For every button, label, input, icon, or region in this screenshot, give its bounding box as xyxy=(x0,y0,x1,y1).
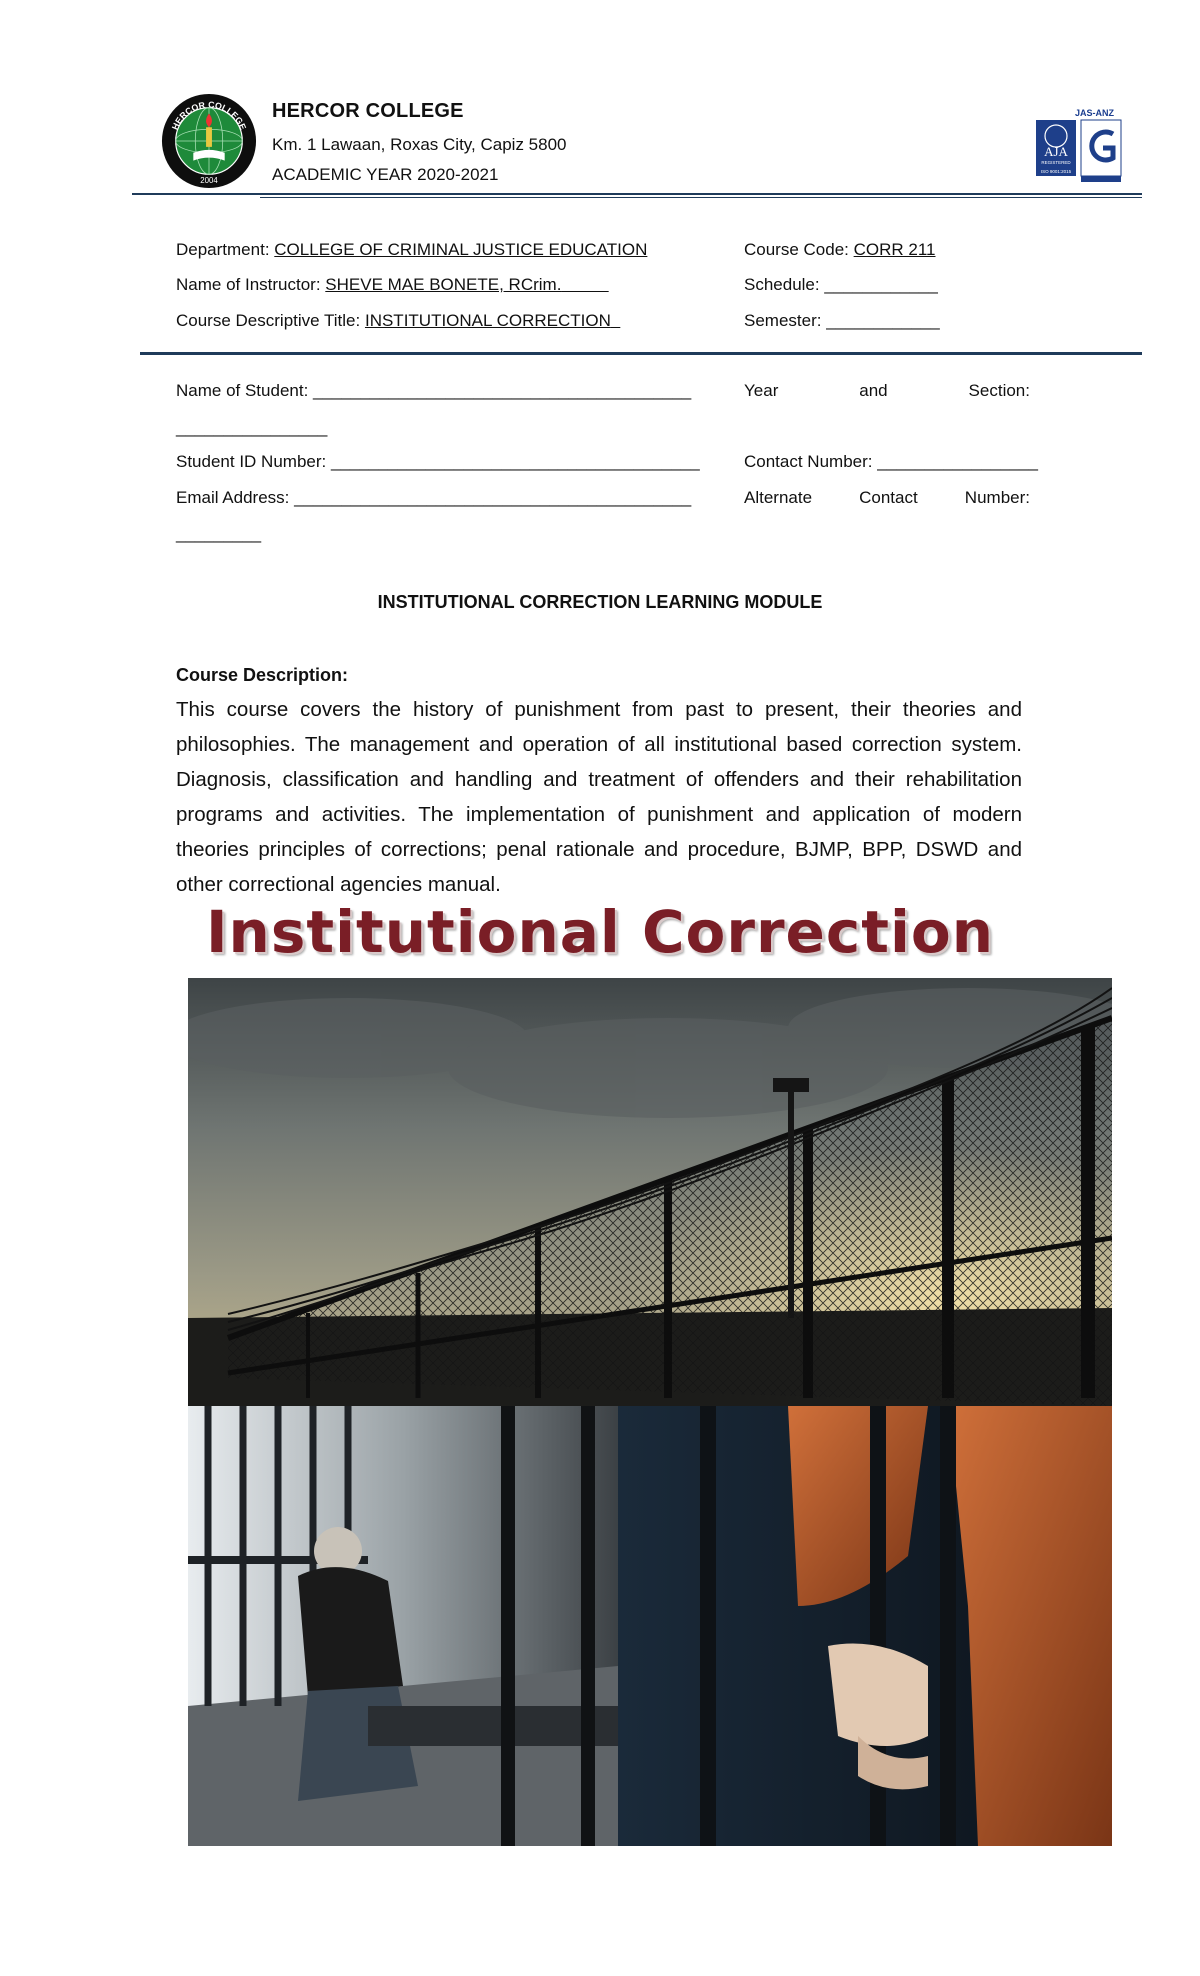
schedule-row xyxy=(744,275,938,295)
alt-contact-label: Contact xyxy=(859,488,918,507)
right-logo-iso: ISO 9001:2015 xyxy=(1040,169,1072,174)
section-separator xyxy=(140,352,1142,355)
prison-fence-image xyxy=(188,978,1112,1406)
student-id-label: Student ID Number: xyxy=(176,452,327,471)
department-value: COLLEGE OF CRIMINAL JUSTICE EDUCATION xyxy=(274,240,648,259)
alternate-contact-row xyxy=(744,488,1030,508)
header-rule-thin xyxy=(260,197,1142,198)
header-rule xyxy=(132,193,1142,195)
section-label: Section: xyxy=(968,381,1030,400)
contact-label: Contact Number: xyxy=(744,452,873,471)
left-logo-year: 2004 xyxy=(200,176,218,186)
instructor-row xyxy=(176,275,609,295)
course-code-label: Course Code: xyxy=(744,240,849,259)
college-address: Km. 1 Lawaan, Roxas City, Capiz 5800 xyxy=(272,135,567,154)
alt-number-label: Number: xyxy=(964,488,1030,507)
email-label: Email Address: xyxy=(176,488,290,507)
instructor-label: Name of Instructor: xyxy=(176,275,321,294)
accreditation-logo xyxy=(1035,106,1143,186)
academic-year: ACADEMIC YEAR 2020-2021 xyxy=(272,165,499,184)
and-label: and xyxy=(859,381,888,400)
course-description-label: Course Description: xyxy=(176,665,349,685)
student-name-blank[interactable]: ________________________________________ xyxy=(313,381,692,400)
year-section-blank[interactable]: ________________ xyxy=(176,418,328,437)
prison-cell-image xyxy=(188,1406,1112,1846)
hercor-college-logo xyxy=(160,92,258,190)
semester-label: Semester: xyxy=(744,311,822,330)
module-title: INSTITUTIONAL CORRECTION LEARNING MODULE xyxy=(377,592,823,612)
semester-row xyxy=(744,311,940,331)
email-blank[interactable]: __________________________________________ xyxy=(294,488,692,507)
course-title-label: Course Descriptive Title: xyxy=(176,311,361,330)
instructor-value: SHEVE MAE BONETE, RCrim. xyxy=(325,275,562,294)
course-code-value: CORR 211 xyxy=(853,240,936,259)
email-row xyxy=(176,488,691,508)
contact-row xyxy=(744,452,1038,472)
contact-blank[interactable]: _________________ xyxy=(877,452,1038,471)
semester-blank[interactable]: ____________ xyxy=(826,311,940,330)
course-title-row xyxy=(176,311,620,331)
right-logo-sub: REGISTERED xyxy=(1041,160,1071,165)
student-id-row xyxy=(176,452,700,472)
decorative-title: Institutional Correction xyxy=(205,898,995,966)
department-row xyxy=(176,240,647,260)
student-id-blank[interactable]: _______________________________________ xyxy=(330,452,700,471)
course-description xyxy=(176,692,1022,902)
alternate-label: Alternate xyxy=(744,488,813,507)
college-name: HERCOR COLLEGE xyxy=(272,100,464,122)
left-logo-text: HERCOR COLLEGE xyxy=(169,99,249,132)
course-title-value: INSTITUTIONAL CORRECTION xyxy=(364,311,611,330)
right-logo-badge: AJA xyxy=(1044,144,1068,159)
student-name-row xyxy=(176,381,691,401)
course-description-text: This course covers the history of punishment from past to present, their theories and philosophies. The management and operation of all institutional based correction system. Diagnosis, classification and handling and treatment of offenders and their rehabilitation programs and activities. The implementation of punishment and application of modern theories principles of corrections; penal rationale and procedure, BJMP, BPP, DSWD and other correctional agencies manual. xyxy=(176,698,1022,896)
alternate-contact-blank[interactable]: _________ xyxy=(176,524,262,543)
student-name-label: Name of Student: xyxy=(176,381,309,400)
course-code-row xyxy=(744,240,936,260)
year-label: Year xyxy=(744,381,779,400)
right-logo-top-text: JAS-ANZ xyxy=(1075,108,1115,118)
year-section-row xyxy=(744,381,1030,401)
schedule-label: Schedule: xyxy=(744,275,820,294)
schedule-blank[interactable]: ____________ xyxy=(824,275,938,294)
department-label: Department: xyxy=(176,240,270,259)
